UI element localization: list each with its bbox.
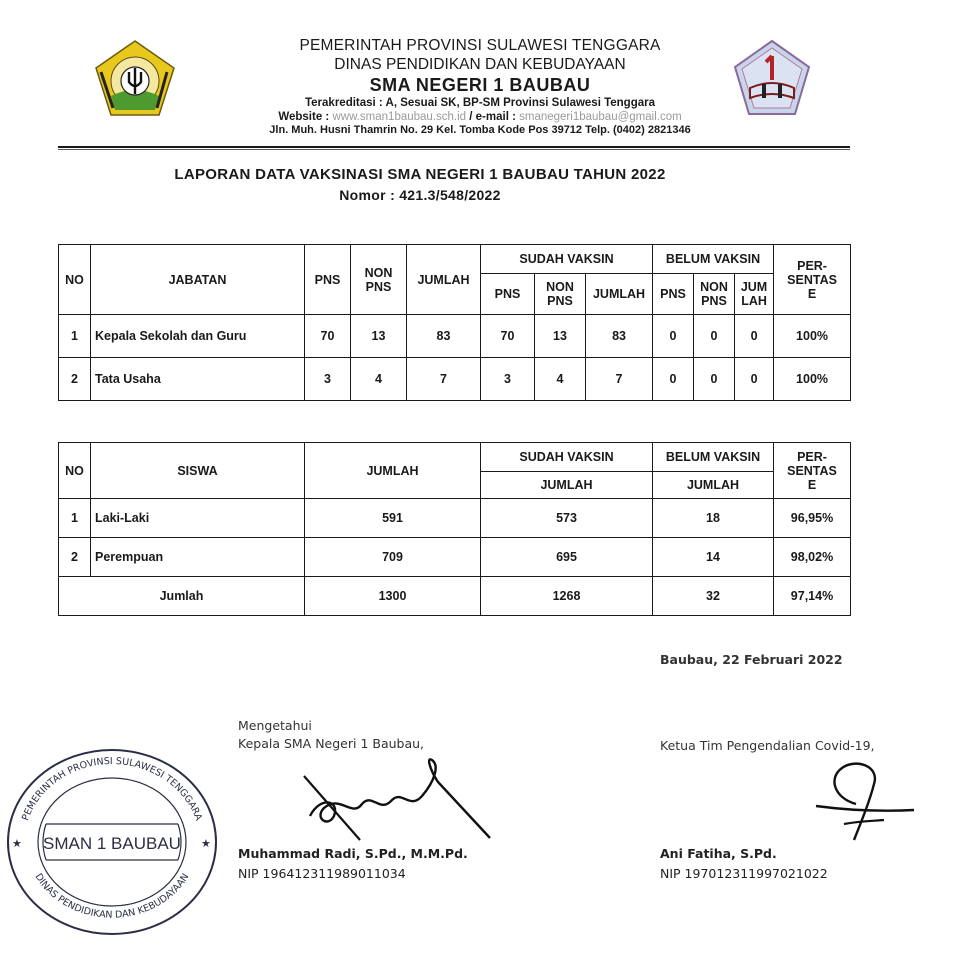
cell-sv-non-pns: 4 [535,358,586,401]
cell-sudah: 695 [481,538,653,577]
committee-chair-name: Ani Fatiha, S.Pd. [660,846,777,861]
staff-vaccination-table [58,244,851,401]
svg-text:★: ★ [12,838,22,850]
table-row [59,315,851,358]
committee-chair-title: Ketua Tim Pengendalian Covid-19, [660,738,875,753]
cell-bv-non-pns: 0 [694,315,735,358]
cell-non-pns: 4 [351,358,407,401]
header-bv-jumlah: JUMLAH [653,472,774,499]
stamp-center-text: SMAN 1 BAUBAU [43,834,181,853]
cell-sudah: 573 [481,499,653,538]
cell-bv-jumlah: 0 [735,358,774,401]
website-label: Website : [278,111,330,123]
header-sv-jumlah: JUMLAH [586,274,653,315]
province-emblem-icon [93,38,177,118]
cell-non-pns: 13 [351,315,407,358]
website-link[interactable]: www.sman1baubau.sch.id [332,111,467,123]
header-jabatan: JABATAN [91,245,305,315]
letterhead-divider [58,146,850,148]
cell-bv-pns: 0 [653,358,694,401]
principal-title: Kepala SMA Negeri 1 Baubau, [238,736,425,751]
committee-chair-signature [810,760,920,842]
stamp-bottom-text: DINAS PENDIDIKAN DAN KEBUDAYAAN [32,871,192,921]
email-link[interactable]: smanegeri1baubau@gmail.com [519,111,682,123]
cell-no: 1 [59,315,91,358]
government-name: PEMERINTAH PROVINSI SULAWESI TENGGARA [299,37,661,54]
cell-belum: 14 [653,538,774,577]
letterhead-divider-thin [58,149,850,150]
report-number: Nomor : 421.3/548/2022 [339,187,501,203]
cell-total-label: Jumlah [59,577,305,616]
cell-jabatan: Kepala Sekolah dan Guru [91,315,305,358]
committee-chair-nip: NIP 197012311997021022 [660,866,828,881]
header-non-pns: NON PNS [351,245,407,315]
header-bv-pns: PNS [653,274,694,315]
cell-bv-pns: 0 [653,315,694,358]
cell-jumlah: 709 [305,538,481,577]
address: Jln. Muh. Husni Thamrin No. 29 Kel. Tomba Kode Pos 39712 Telp. (0402) 2821346 [269,124,691,136]
cell-jumlah: 591 [305,499,481,538]
contact-line [190,110,770,124]
header-pns: PNS [305,245,351,315]
student-vaccination-table [58,442,851,616]
principal-nip: NIP 196412311989011034 [238,866,406,881]
header-sv-pns: PNS [481,274,535,315]
email-label: / e-mail : [469,111,516,123]
header-no: NO [59,245,91,315]
header-sv-jumlah: JUMLAH [481,472,653,499]
acknowledged-label: Mengetahui [238,718,312,733]
header-belum-vaksin: BELUM VAKSIN [653,443,774,472]
department-name: DINAS PENDIDIKAN DAN KEBUDAYAAN [334,56,626,73]
cell-pns: 3 [305,358,351,401]
cell-persentase: 98,02% [774,538,851,577]
place-date: Baubau, 22 Februari 2022 [660,652,843,667]
svg-text:★: ★ [201,838,211,850]
cell-siswa: Laki-Laki [91,499,305,538]
accreditation: Terakreditasi : A, Sesuai SK, BP-SM Provinsi Sulawesi Tenggara [304,97,655,109]
table-row [59,538,851,577]
header-bv-non-pns: NON PNS [694,274,735,315]
cell-sv-jumlah: 7 [586,358,653,401]
cell-persentase: 96,95% [774,499,851,538]
cell-persentase: 100% [774,315,851,358]
table-row [59,499,851,538]
table-row [59,358,851,401]
cell-sv-non-pns: 13 [535,315,586,358]
header-bv-jumlah: JUM LAH [735,274,774,315]
cell-sv-pns: 3 [481,358,535,401]
header-persentase: PER- SENTAS E [774,245,851,315]
cell-persentase: 100% [774,358,851,401]
header-sudah-vaksin: SUDAH VAKSIN [481,245,653,274]
cell-no: 1 [59,499,91,538]
header-jumlah: JUMLAH [305,443,481,499]
cell-bv-non-pns: 0 [694,358,735,401]
header-no: NO [59,443,91,499]
header-persentase: PER- SENTAS E [774,443,851,499]
official-stamp [2,740,222,940]
school-name: SMA NEGERI 1 BAUBAU [369,75,591,95]
principal-name: Muhammad Radi, S.Pd., M.M.Pd. [238,846,468,861]
header-belum-vaksin: BELUM VAKSIN [653,245,774,274]
letterhead [190,36,770,137]
header-sv-non-pns: NON PNS [535,274,586,315]
cell-jumlah: 7 [407,358,481,401]
total-row [59,577,851,616]
cell-no: 2 [59,538,91,577]
cell-total-persentase: 97,14% [774,577,851,616]
stamp-top-text: PEMERINTAH PROVINSI SULAWESI TENGGARA [20,755,204,823]
cell-sv-pns: 70 [481,315,535,358]
svg-text:PEMERINTAH PROVINSI SULAWESI T [20,756,204,823]
cell-total-sudah: 1268 [481,577,653,616]
cell-total-belum: 32 [653,577,774,616]
cell-no: 2 [59,358,91,401]
header-jumlah: JUMLAH [407,245,481,315]
principal-signature [300,756,500,842]
report-title: LAPORAN DATA VAKSINASI SMA NEGERI 1 BAUBAU TAHUN 2022 [174,166,666,183]
cell-jumlah: 83 [407,315,481,358]
cell-pns: 70 [305,315,351,358]
svg-text:DINAS PENDIDIKAN DAN KEBUDAYAA [33,872,192,921]
cell-jabatan: Tata Usaha [91,358,305,401]
cell-total-jumlah: 1300 [305,577,481,616]
cell-sv-jumlah: 83 [586,315,653,358]
header-sudah-vaksin: SUDAH VAKSIN [481,443,653,472]
header-siswa: SISWA [91,443,305,499]
cell-bv-jumlah: 0 [735,315,774,358]
cell-siswa: Perempuan [91,538,305,577]
cell-belum: 18 [653,499,774,538]
